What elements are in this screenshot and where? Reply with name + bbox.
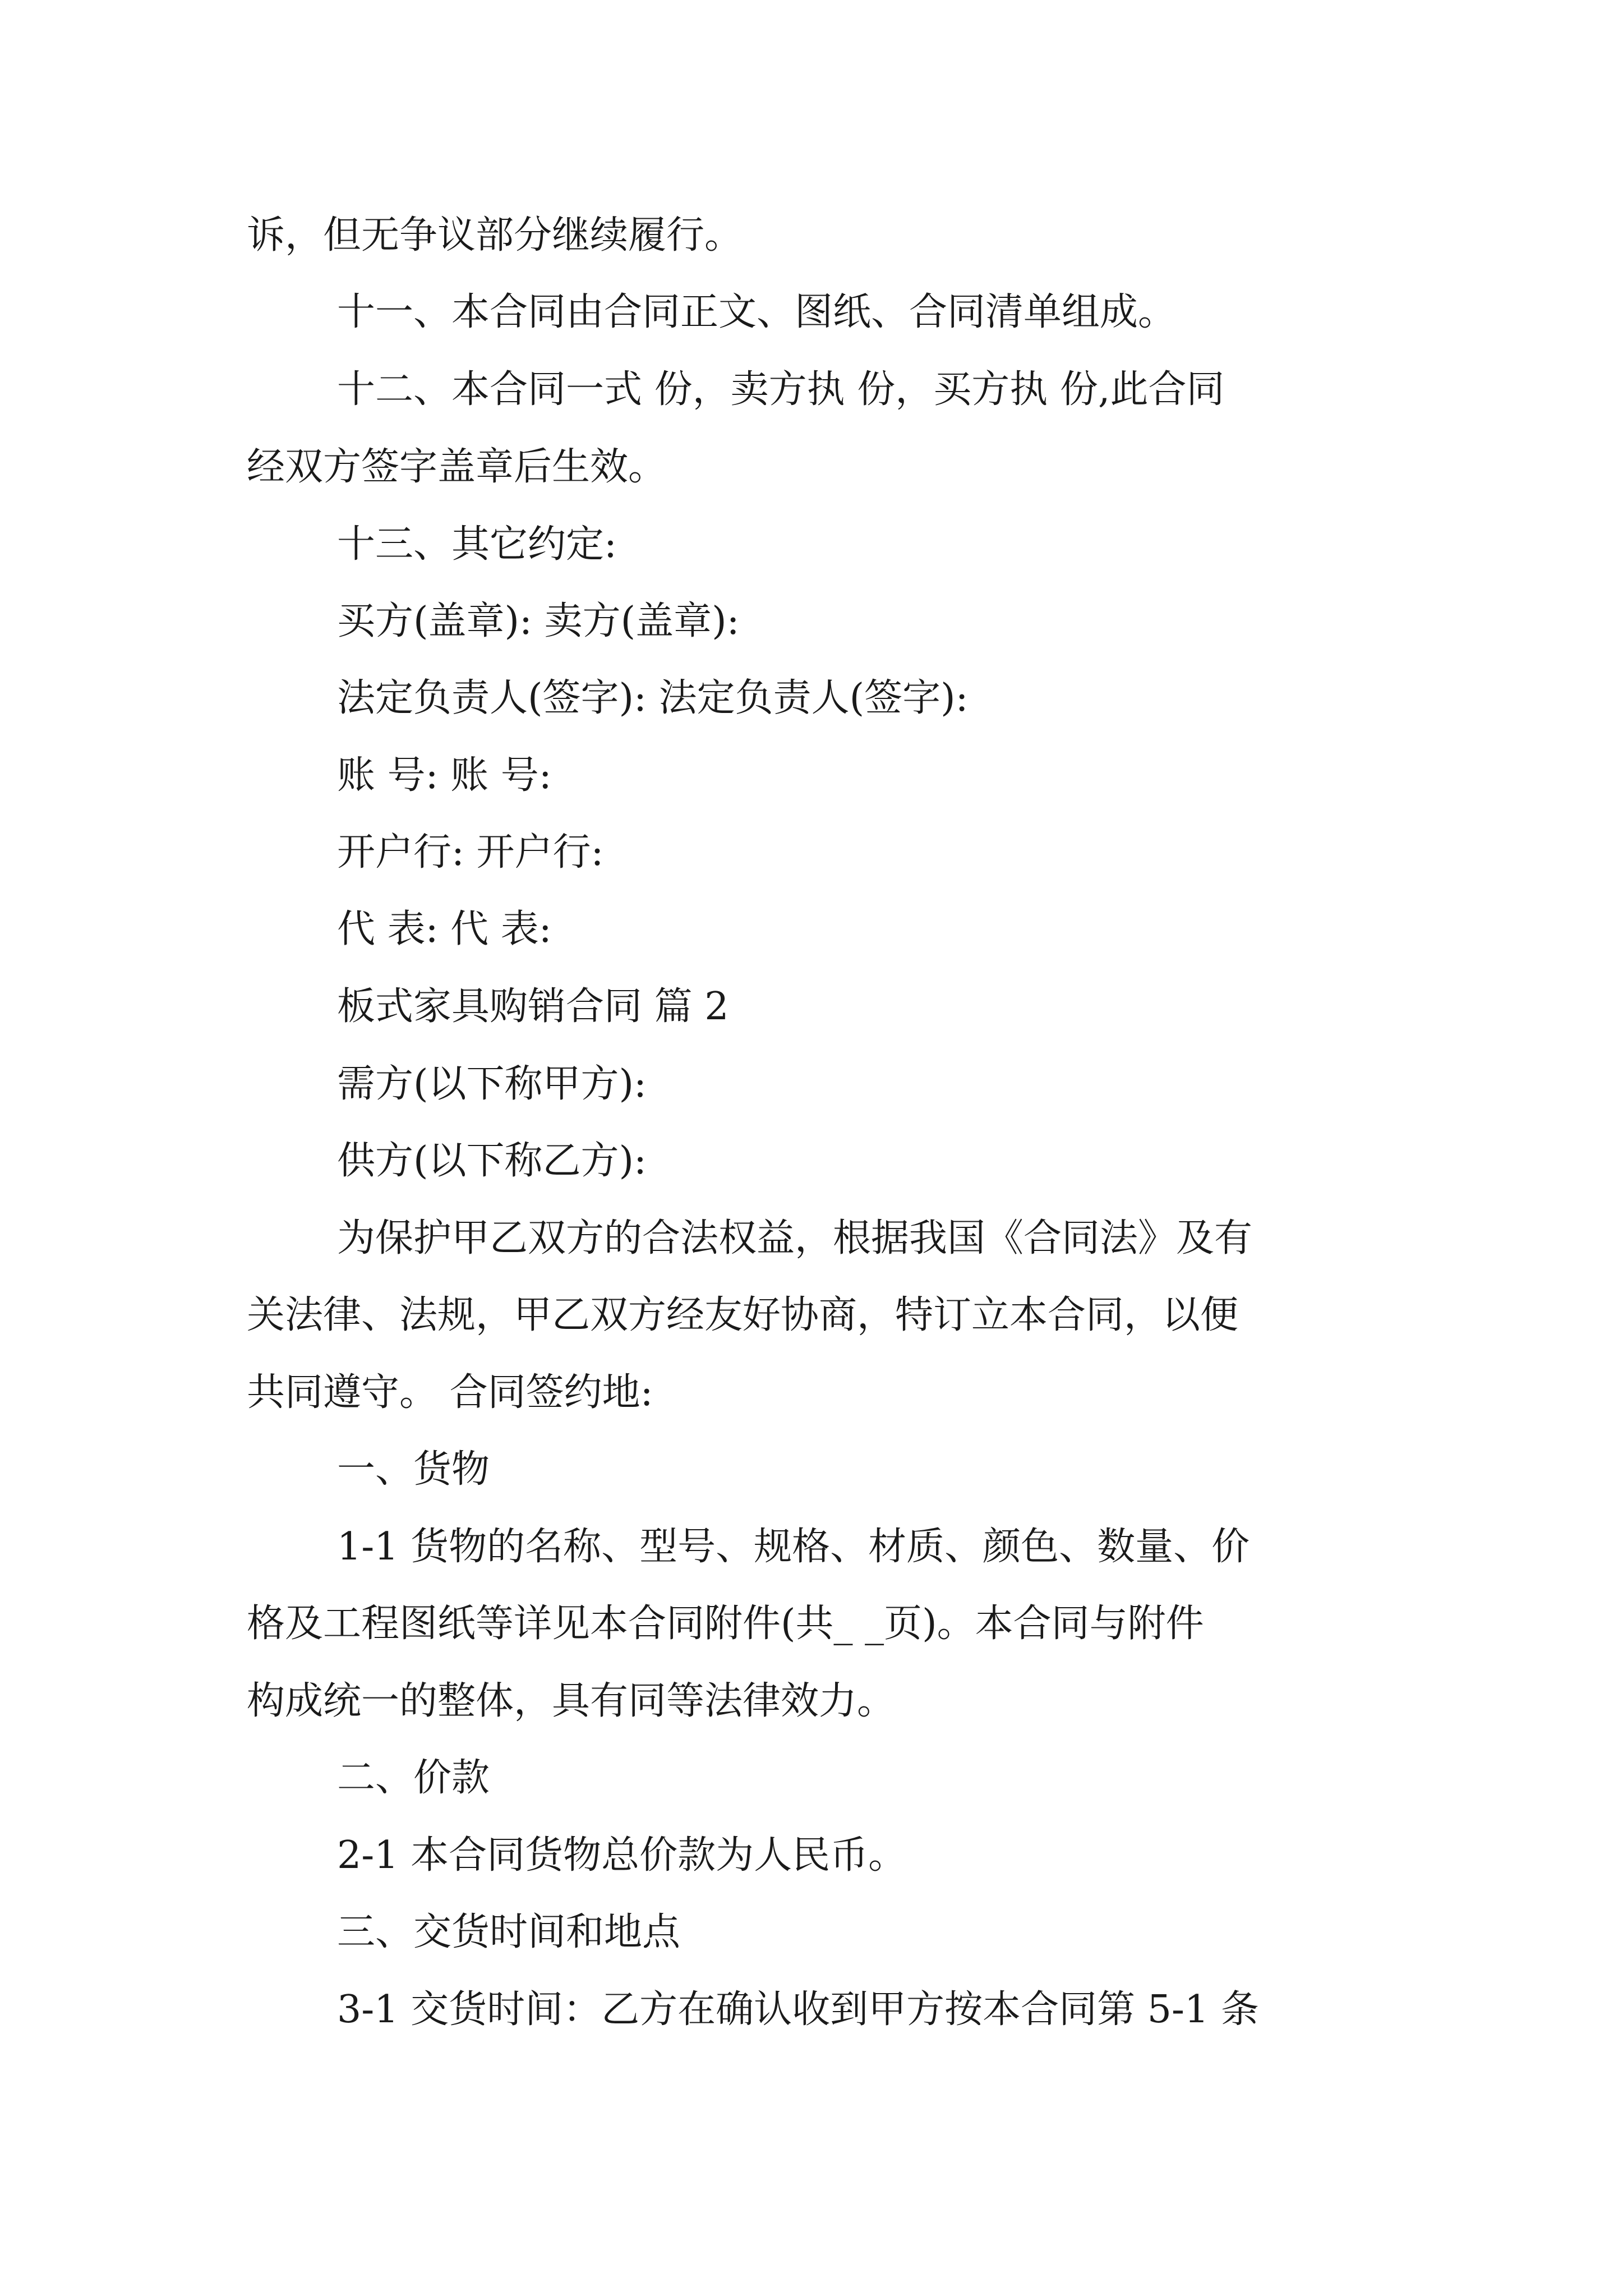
signature-field-representative: 代 表: 代 表:: [337, 907, 552, 951]
heading-goods: 一、货物: [337, 1447, 490, 1492]
preamble-line: 关法律、法规，甲乙双方经友好协商，特订立本合同，以便: [247, 1293, 1239, 1337]
clause-2-1: 2-1 本合同货物总价款为人民币。: [337, 1833, 907, 1878]
party-buyer: 需方(以下称甲方):: [337, 1062, 647, 1106]
preamble-line: 为保护甲乙双方的合法权益，根据我国《合同法》及有: [337, 1216, 1253, 1260]
signature-field-seal: 买方(盖章): 卖方(盖章):: [337, 599, 740, 643]
signature-field-bank: 开户行: 开户行:: [337, 830, 604, 875]
paragraph-line: 经双方签字盖章后生效。: [247, 445, 667, 489]
clause-12: 十二、本合同一式 份，卖方执 份，买方执 份,此合同: [337, 367, 1225, 412]
preamble-line: 共同遵守。 合同签约地:: [247, 1370, 653, 1415]
heading-delivery: 三、交货时间和地点: [337, 1910, 681, 1954]
clause-1-1: 1-1 货物的名称、型号、规格、材质、颜色、数量、价: [337, 1525, 1250, 1569]
section-title: 板式家具购销合同 篇 2: [337, 984, 729, 1029]
clause-13: 十三、其它约定:: [337, 522, 617, 567]
party-supplier: 供方(以下称乙方):: [337, 1139, 647, 1183]
clause-3-1: 3-1 交货时间：乙方在确认收到甲方按本合同第 5-1 条: [337, 1987, 1259, 2032]
signature-field-account: 账 号: 账 号:: [337, 753, 552, 798]
clause-11: 十一、本合同由合同正文、图纸、合同清单组成。: [337, 290, 1177, 334]
paragraph-line: 诉，但无争议部分继续履行。: [247, 213, 743, 257]
heading-price: 二、价款: [337, 1756, 490, 1800]
clause-1-1-cont: 格及工程图纸等详见本合同附件(共_ _页)。本合同与附件: [247, 1602, 1204, 1646]
signature-field-legal-rep: 法定负责人(签字): 法定负责人(签字):: [337, 676, 969, 720]
clause-1-1-cont: 构成统一的整体，具有同等法律效力。: [247, 1679, 896, 1723]
